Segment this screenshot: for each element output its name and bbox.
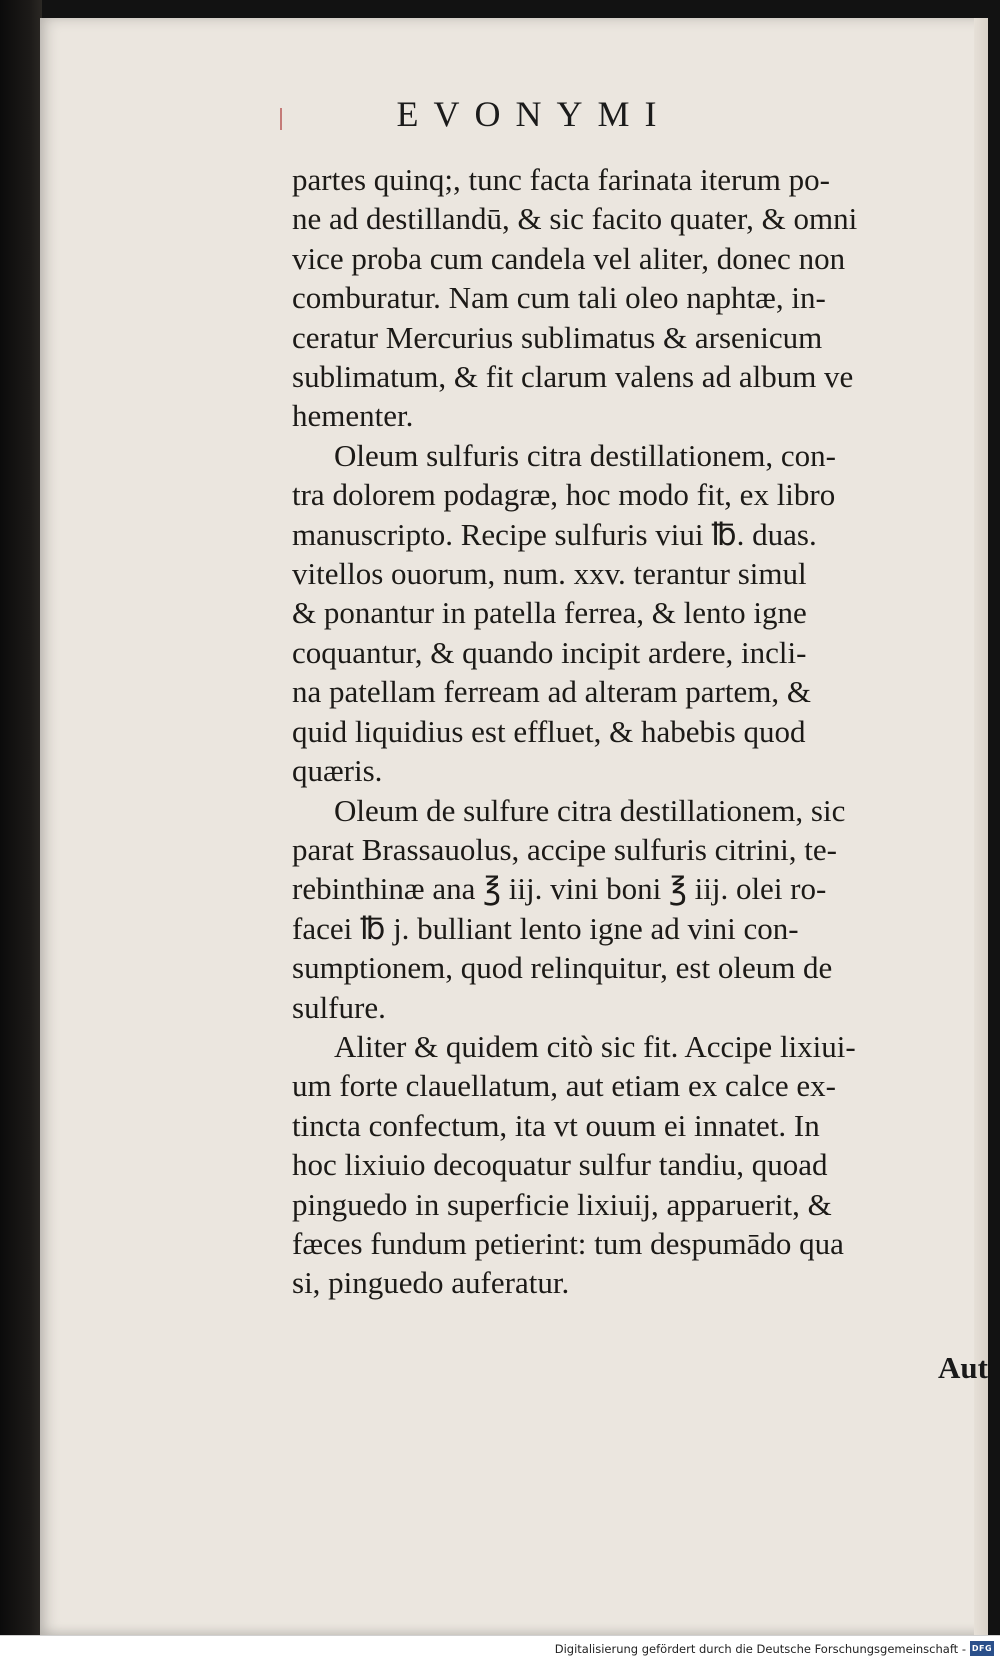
text-line: ne ad destillandū, & sic facito quater, & omni: [292, 201, 858, 237]
text-line: parat Brassauolus, accipe sulfuris citrini, te-: [292, 831, 837, 867]
text-line: coquantur, & quando incipit ardere, incli-: [292, 634, 807, 670]
text-line: comburatur. Nam cum tali oleo naphtæ, in-: [292, 280, 826, 316]
text-line: quæris.: [292, 753, 383, 789]
text-line: pinguedo in superficie lixiuij, apparuerit, &: [292, 1186, 832, 1222]
text-line: hementer.: [292, 398, 414, 434]
dfg-logo-icon: DFG: [970, 1641, 994, 1656]
text-line: sublimatum, & fit clarum valens ad album ve: [292, 359, 854, 395]
book-page: [40, 18, 988, 1636]
text-line: vitellos ouorum, num. xxv. terantur simul: [292, 556, 807, 592]
text-line: vice proba cum candela vel aliter, donec non: [292, 240, 846, 276]
paragraph-start-line: Oleum de sulfure citra destillationem, sic: [334, 792, 846, 828]
text-line: partes quinq;, tunc facta farinata iterum po-: [292, 162, 830, 197]
text-line: hoc lixiuio decoquatur sulfur tandiu, quoad: [292, 1147, 828, 1183]
book-spine-shadow: [0, 0, 42, 1640]
text-line: ceratur Mercurius sublimatus & arsenicum: [292, 319, 823, 355]
text-line: sulfure.: [292, 989, 386, 1025]
text-line: manuscripto. Recipe sulfuris viui ℔. duas.: [292, 516, 817, 552]
text-line: fæces fundum petierint: tum despumādo qua: [292, 1225, 844, 1261]
text-line: sumptionem, quod relinquitur, est oleum de: [292, 950, 833, 986]
text-line: si, pinguedo auferatur.: [292, 1265, 570, 1301]
text-line: facei ℔ j. bulliant lento igne ad vini con-: [292, 910, 799, 946]
text-line: tincta confectum, ita vt ouum ei innatet. In: [292, 1107, 820, 1143]
text-line: rebinthinæ ana ℥ iij. vini boni ℥ iij. olei ro-: [292, 871, 827, 907]
text-line: quid liquidius est effluet, & habebis quod: [292, 713, 806, 749]
text-line: & ponantur in patella ferrea, & lento igne: [292, 595, 807, 631]
paragraph-start-line: Oleum sulfuris citra destillationem, con-: [334, 437, 836, 473]
catchword: Aut: [938, 1350, 988, 1385]
footer-bar: [0, 1635, 1000, 1663]
funding-credit: Digitalisierung gefördert durch die Deutsche Forschungsgemeinschaft -: [554, 1642, 966, 1656]
body-text: [292, 160, 992, 1303]
text-line: na patellam ferream ad alteram partem, &: [292, 674, 811, 710]
running-head: EVONYMI: [396, 94, 672, 134]
text-line: um forte clauellatum, aut etiam ex calce ex-: [292, 1068, 836, 1104]
paragraph-start-line: Aliter & quidem citò sic fit. Accipe lixiui-: [334, 1028, 856, 1064]
text-line: tra dolorem podagræ, hoc modo fit, ex libro: [292, 477, 836, 513]
